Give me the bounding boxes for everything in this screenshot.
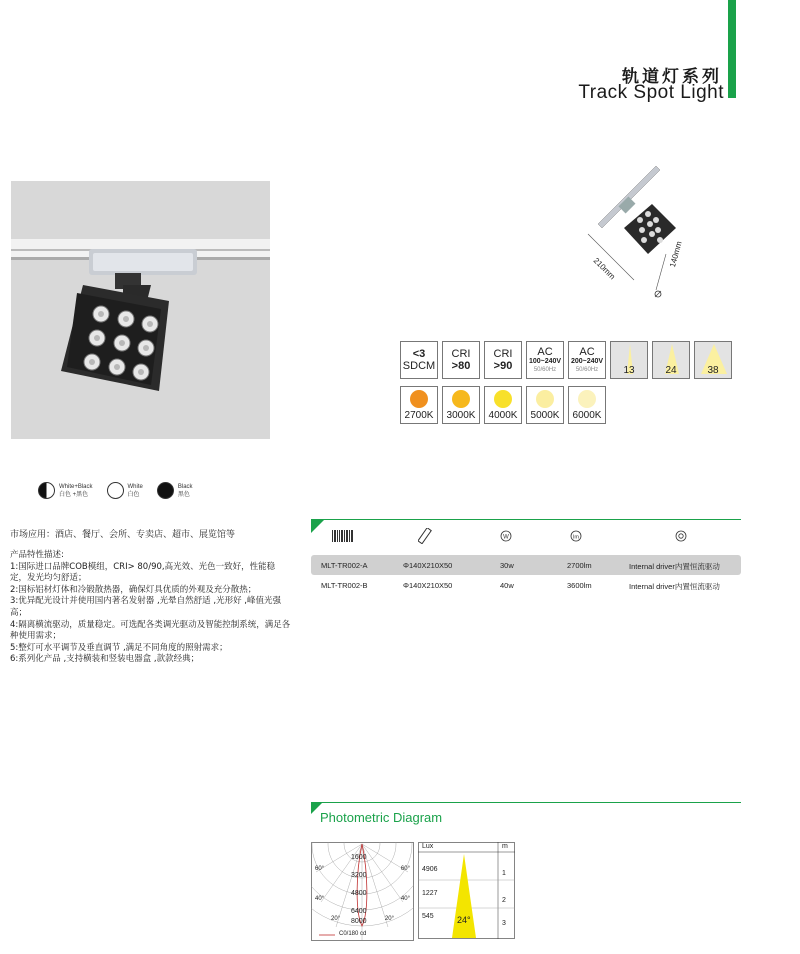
dimension-diameter: 140mm (668, 240, 684, 269)
color-temperature-row (400, 386, 606, 424)
page-title-cn: 轨道灯系列 (622, 67, 722, 87)
barcode-icon (332, 530, 354, 542)
color-swatch (452, 390, 470, 408)
m-value: 2 (502, 897, 506, 904)
finish-swatch (107, 482, 124, 499)
color-temp-5000k: 5000K (526, 386, 564, 424)
polar-angle: 40° (400, 896, 410, 902)
polar-caption: C0/180 cd (339, 931, 367, 937)
polar-value: 6400 (351, 908, 367, 915)
spec-table (311, 555, 741, 595)
beam-label: 24° (457, 915, 471, 925)
feature-icons-row (400, 341, 732, 379)
table-row: MLT-TR002-A Φ140X210X50 30w 2700lm Internal driver内置恒流驱动 (311, 555, 741, 575)
ruler-icon (418, 528, 432, 544)
feature-item: 3:优异配光设计并使用国内著名发射器 ,光晕自然舒适 ,光形好 ,峰值光强高； (10, 596, 281, 618)
color-swatch (536, 390, 554, 408)
beam-angle-13: 13 (610, 341, 648, 379)
polar-value: 4800 (351, 890, 367, 897)
table-row: MLT-TR002-B Φ140X210X50 40w 3600lm Internal driver内置恒流驱动 (321, 581, 720, 591)
lumen-icon (570, 530, 582, 542)
lux-diagram (418, 842, 515, 939)
finish-white: White 白色 (107, 482, 143, 499)
page-title-en: Track Spot Light (578, 82, 724, 103)
feature-item: 2:国标铝材灯体和冷锻散热器，确保灯具优质的外观及充分散热； (10, 584, 257, 595)
cri80-badge: CRI >80 (442, 341, 480, 379)
lux-value: 1227 (422, 890, 438, 897)
photometric-divider (311, 802, 741, 803)
polar-angle: 60° (315, 866, 325, 872)
color-temp-6000k: 6000K (568, 386, 606, 424)
watt-icon (500, 530, 512, 542)
finish-black: Black 黑色 (157, 482, 193, 499)
finish-swatch (38, 482, 55, 499)
m-value: 1 (502, 870, 506, 877)
polar-value: 3200 (351, 872, 367, 879)
spec-header-icons (0, 526, 800, 546)
polar-diagram (311, 842, 414, 941)
product-photo (11, 181, 270, 439)
lux-value: 545 (422, 913, 434, 920)
lux-header: Lux (422, 843, 434, 850)
polar-value: 8000 (351, 918, 367, 925)
polar-angle: 20° (384, 916, 394, 922)
beam-angle-24: 24 (652, 341, 690, 379)
dimension-illustration (580, 158, 700, 298)
finish-options (38, 482, 193, 499)
polar-value: 1600 (351, 854, 367, 861)
polar-angle: 60° (400, 866, 410, 872)
svg-text:W: W (503, 534, 509, 541)
m-header: m (502, 843, 508, 850)
cri90-badge: CRI >90 (484, 341, 522, 379)
color-swatch (494, 390, 512, 408)
polar-angle: 40° (315, 896, 325, 902)
color-temp-4000k: 4000K (484, 386, 522, 424)
feature-item: 4:隔离横流驱动，质量稳定。可选配各类调光驱动及智能控制系统，满足各种使用需求； (10, 619, 291, 642)
dimension-length: 210mm (591, 256, 617, 282)
feature-item: 5:整灯可水平调节及垂直调节 ,满足不同角度的照射需求； (10, 642, 228, 653)
beam-angle-38: 38 (694, 341, 732, 379)
sdcm-badge: <3 SDCM (400, 341, 438, 379)
color-swatch (578, 390, 596, 408)
m-value: 3 (502, 920, 506, 927)
photometric-title: Photometric Diagram (320, 810, 443, 825)
header-accent-bar (728, 0, 736, 98)
feature-item: 6:系列化产品 ,支持横装和竖装电器盒 ,款款经典； (10, 654, 200, 665)
color-swatch (410, 390, 428, 408)
lux-value: 4906 (422, 866, 438, 873)
polar-angle: 20° (331, 916, 341, 922)
market-application: 市场应用：酒店、餐厅、会所、专卖店、超市、展览馆等 (10, 530, 236, 540)
feature-item: 1:国际进口品牌COB模组，CRI> 80/90,高光效、光色一致好，性能稳定，发光均匀舒适； (10, 561, 276, 584)
color-temp-3000k: 3000K (442, 386, 480, 424)
voltage-badge-200-240: AC 200~240V 50/60Hz (568, 341, 606, 379)
finish-white-black: White+Black 白色 +黑色 (38, 482, 93, 499)
spec-divider (311, 519, 741, 520)
svg-text:lm: lm (573, 534, 579, 541)
color-temp-2700k: 2700K (400, 386, 438, 424)
product-features: 产品特性描述: 1:国际进口品牌COB模组，CRI> 80/90,高光效、光色一致好，性能稳定，发光均匀舒适； 2:国标铝材灯体和冷锻散热器，确保灯具优质的外观及充分散热； 3:优异配光设计并使用国内著名发射器 ,光晕自然舒适 ,光形好 ,峰值光强高； 4:隔离横流驱动，质量稳定。可选配各类调光驱动及智能控制系统，满足各种使用需求； 5:整灯可水平调节及垂直调节 ,满足不同角度的照射需求； 6:系列化产品 ,支持横装和竖装电器盒 ,款款经典； (10, 550, 291, 665)
finish-swatch (157, 482, 174, 499)
voltage-badge-100-240: AC 100~240V 50/60Hz (526, 341, 564, 379)
driver-icon (675, 530, 687, 542)
